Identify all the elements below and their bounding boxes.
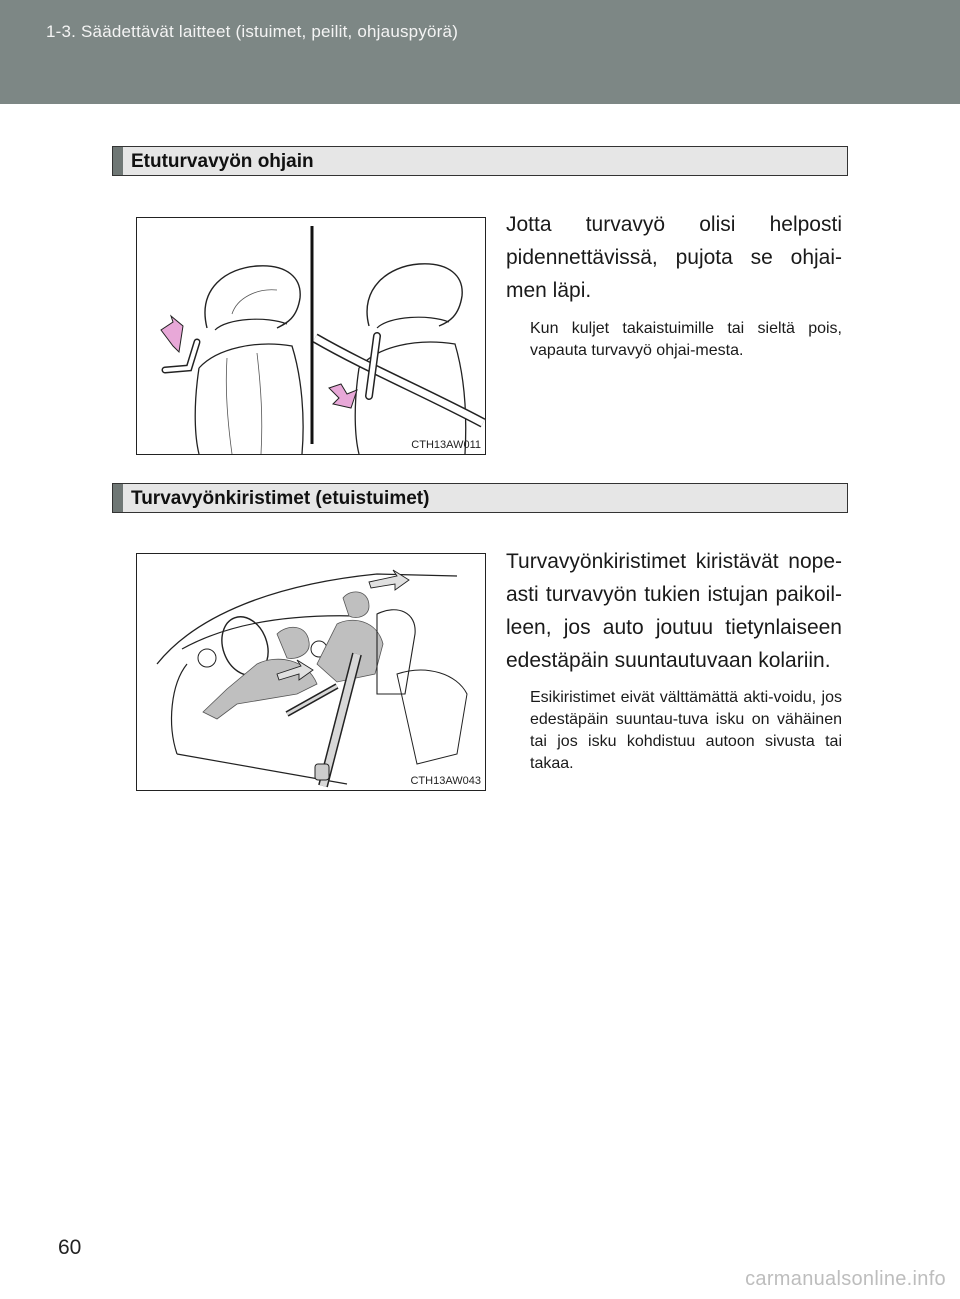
seat-belt-guide-illustration bbox=[137, 218, 485, 454]
section-body-text: Turvavyönkiristimet kiristävät nope-asti turvavyön tukien istujan paikoil-leen, jos auto joutuu tietynlaiseen edestäpäin suuntautuvaan kolariin. bbox=[506, 550, 842, 672]
pretensioner-illustration bbox=[137, 554, 485, 790]
header-bar bbox=[0, 0, 960, 104]
figure-pretensioners bbox=[136, 553, 486, 791]
section-heading-seatbelt-guide bbox=[112, 146, 848, 176]
section-note-text: Kun kuljet takaistuimille tai sieltä pois, vapauta turvavyö ohjai-mesta. bbox=[530, 320, 842, 359]
section-body-text: Jotta turvavyö olisi helposti pidennettävissä, pujota se ohjai-men läpi. bbox=[506, 213, 842, 302]
section-title: Etuturvavyön ohjain bbox=[131, 151, 314, 172]
section-heading-pretensioners bbox=[112, 483, 848, 513]
page-number: 60 bbox=[58, 1236, 82, 1259]
heading-accent bbox=[113, 484, 123, 512]
watermark: carmanualsonline.info bbox=[745, 1268, 946, 1290]
figure-seatbelt-guide bbox=[136, 217, 486, 455]
heading-accent bbox=[113, 147, 123, 175]
chapter-title: 1-3. Säädettävät laitteet (istuimet, peilit, ohjauspyörä) bbox=[46, 22, 459, 41]
section-note-text: Esikiristimet eivät välttämättä akti-voidu, jos edestäpäin suuntau-tuva isku on vähäinen tai jos isku kohdistuu autoon sivusta tai takaa. bbox=[530, 689, 842, 772]
figure-code: CTH13AW043 bbox=[410, 775, 481, 787]
section-title: Turvavyönkiristimet (etuistuimet) bbox=[131, 488, 430, 509]
figure-code: CTH13AW011 bbox=[411, 439, 481, 451]
